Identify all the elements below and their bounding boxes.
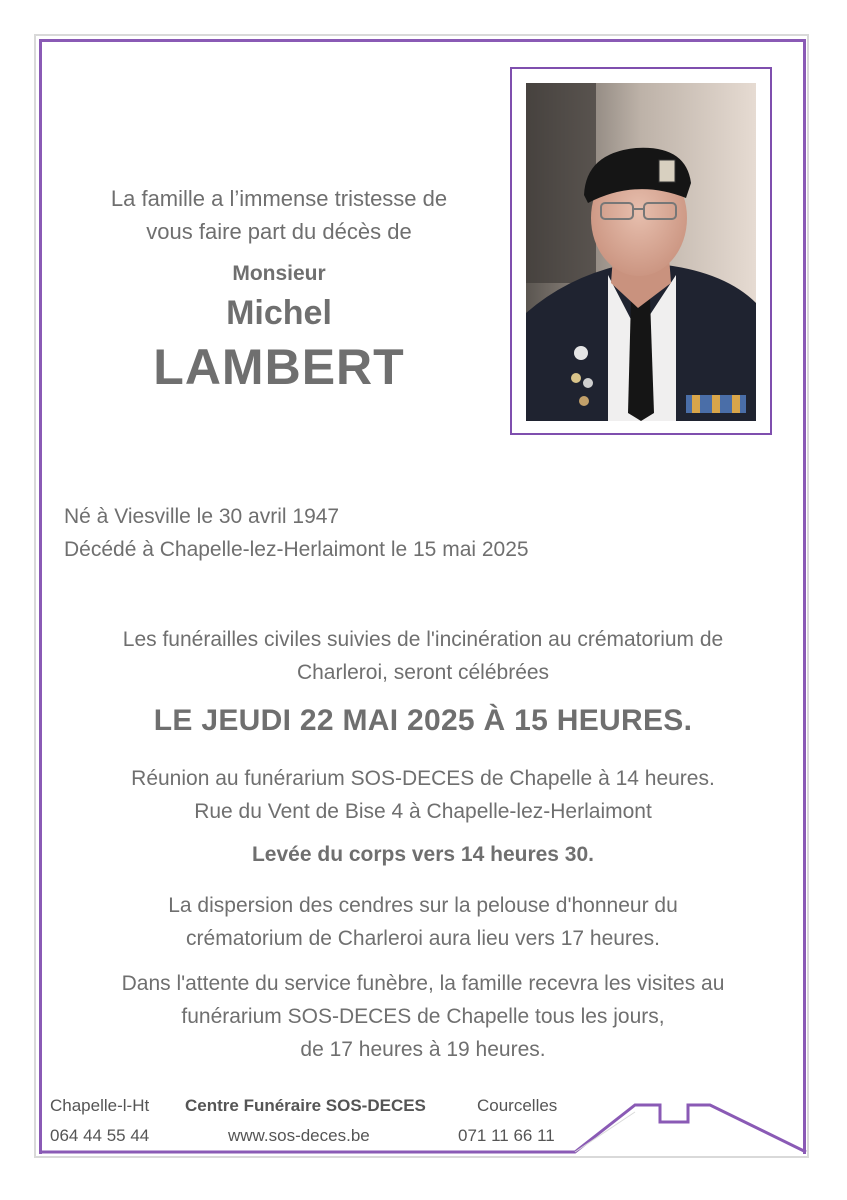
- funeral-line-2: Charleroi, seront célébrées: [296, 661, 550, 684]
- footer-right-place: Courcelles: [477, 1096, 558, 1115]
- funeral-line-1: Les funérailles civiles suivies de l'incinération au crématorium de: [122, 628, 724, 651]
- footer-left-phone[interactable]: 064 44 55 44: [50, 1126, 150, 1145]
- visits-line-1: Dans l'attente du service funèbre, la famille recevra les visites au: [121, 972, 725, 995]
- levee-du-corps: Levée du corps vers 14 heures 30.: [251, 843, 595, 866]
- intro-line-2: vous faire part du décès de: [146, 219, 412, 244]
- ashes-dispersion: [50, 889, 796, 955]
- ceremony-date-headline: LE JEUDI 22 MAI 2025 À 15 HEURES.: [153, 704, 693, 737]
- footer-website-link[interactable]: www.sos-deces.be: [228, 1126, 370, 1145]
- portrait-photo: [526, 83, 756, 421]
- meeting-line-2: Rue du Vent de Bise 4 à Chapelle-lez-Herlaimont: [194, 800, 652, 823]
- birth-death-dates: [64, 500, 529, 566]
- footer-left-place: Chapelle-l-Ht: [50, 1096, 150, 1115]
- death-line: Décédé à Chapelle-lez-Herlaimont le 15 mai 2025: [64, 538, 529, 561]
- footer-right-phone[interactable]: 071 11 66 11: [458, 1126, 555, 1145]
- civility: Monsieur: [232, 262, 326, 285]
- footer-company-name: Centre Funéraire SOS-DECES: [185, 1096, 426, 1115]
- visits-info: [50, 967, 796, 1066]
- meeting-info: [50, 762, 796, 828]
- intro-text: [64, 182, 494, 248]
- meeting-line-1: Réunion au funérarium SOS-DECES de Chapelle à 14 heures.: [131, 767, 715, 790]
- dispersion-line-1: La dispersion des cendres sur la pelouse d'honneur du: [168, 894, 678, 917]
- visits-line-3: de 17 heures à 19 heures.: [300, 1038, 546, 1061]
- first-name: Michel: [226, 294, 332, 332]
- birth-line: Né à Viesville le 30 avril 1947: [64, 505, 340, 528]
- last-name: LAMBERT: [153, 339, 405, 395]
- funeral-announcement: [50, 623, 796, 689]
- dispersion-line-2: crématorium de Charleroi aura lieu vers 17 heures.: [186, 927, 660, 950]
- visits-line-2: funérarium SOS-DECES de Chapelle tous les jours,: [181, 1005, 665, 1028]
- portrait-frame: [510, 67, 772, 435]
- intro-line-1: La famille a l’immense tristesse de: [110, 186, 448, 211]
